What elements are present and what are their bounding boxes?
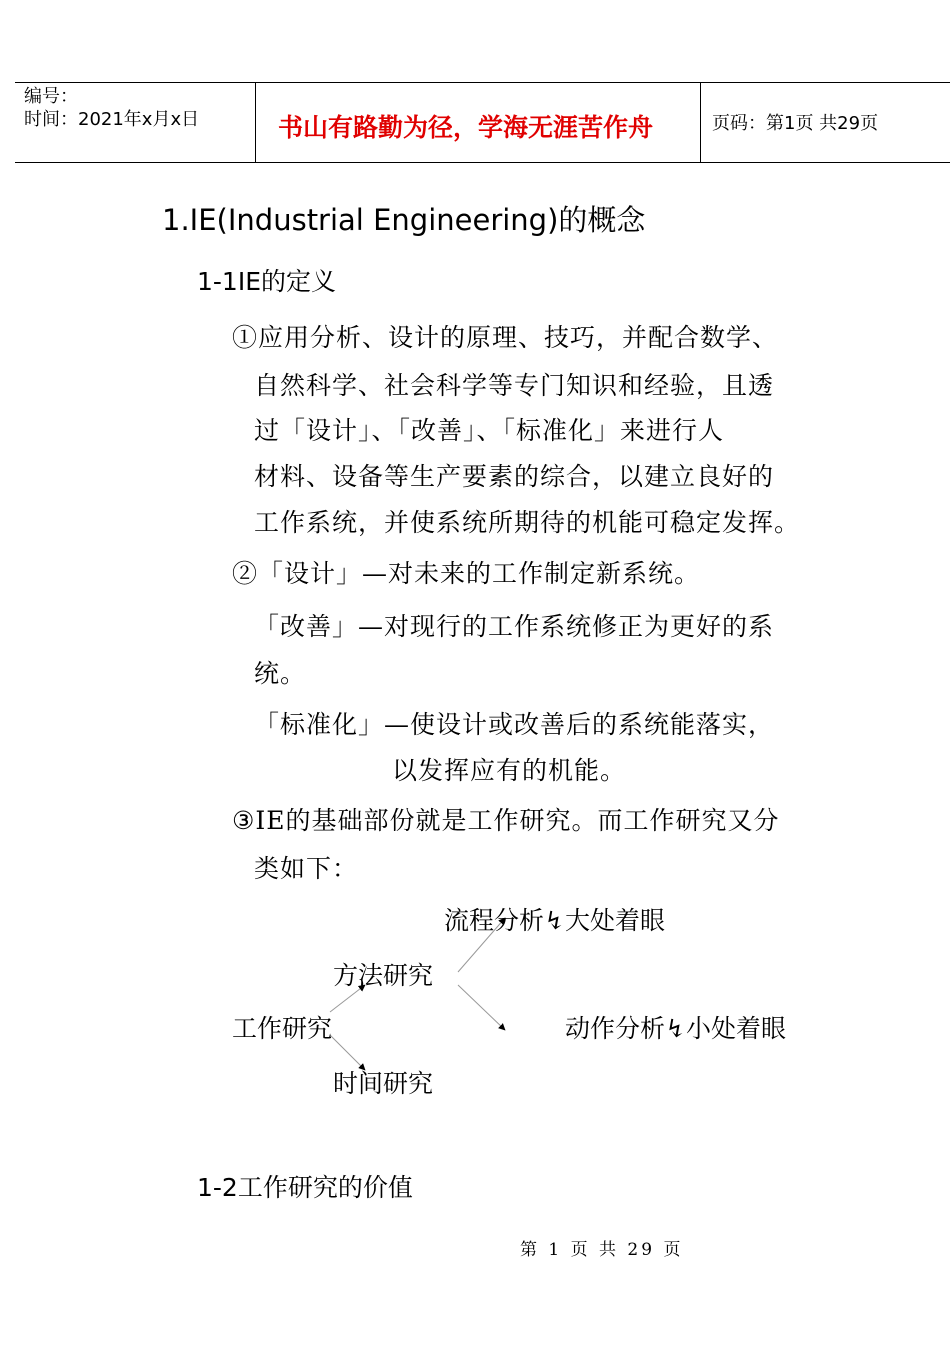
- diagram-motion-analysis: [565, 1009, 786, 1045]
- doc-number-label: 编号：: [24, 86, 78, 107]
- paragraph-1-line-3: 过「设计」、「改善」、「标准化」来进行人: [254, 416, 725, 445]
- paragraph-4-line-2: 以发挥应有的机能。: [392, 756, 627, 785]
- paragraph-3-line-1: 「改善」—对现行的工作系统修正为更好的系: [254, 612, 775, 641]
- right-pointing-icon: ↯: [665, 1014, 686, 1043]
- paragraph-4-line-1: 「标准化」—使设计或改善后的系统能落实，: [254, 710, 775, 739]
- header-page-label: 页码：第1页 共29页: [712, 113, 879, 134]
- motion-analysis-note: 小处着眼: [685, 1014, 786, 1043]
- arrow-method-to-motion: [458, 985, 505, 1030]
- paragraph-2: ②「设计」—对未来的工作制定新系统。: [232, 559, 701, 588]
- page-footer: 第 1 页 共 29 页: [520, 1240, 684, 1260]
- paragraph-5-line-2: 类如下：: [254, 854, 359, 883]
- diagram-work-study: 工作研究: [232, 1014, 333, 1043]
- section-title: 1.IE(Industrial Engineering)的概念: [162, 203, 646, 237]
- paragraph-1-line-1: ①应用分析、设计的原理、技巧，并配合数学、: [232, 323, 779, 352]
- subsection-title-2: 1-2工作研究的价值: [197, 1173, 413, 1202]
- doc-date-label: 时间：2021年x月x日: [24, 109, 200, 130]
- right-pointing-icon: ↯: [544, 906, 565, 935]
- paragraph-3-line-2: 统。: [254, 659, 307, 688]
- diagram-method-study: 方法研究: [333, 961, 434, 990]
- paragraph-5-line-1: ③IE的基础部份就是工作研究。而工作研究又分: [232, 806, 780, 835]
- paragraph-1-line-5: 工作系统，并使系统所期待的机能可稳定发挥。: [254, 508, 801, 537]
- flow-analysis-note: 大处着眼: [564, 906, 665, 935]
- header-motto: 书山有路勤为径，学海无涯苦作舟: [278, 113, 654, 142]
- paragraph-1-line-4: 材料、设备等生产要素的综合，以建立良好的: [254, 462, 775, 491]
- paragraph-1-line-2: 自然科学、社会科学等专门知识和经验，且透: [254, 371, 775, 400]
- diagram-time-study: 时间研究: [333, 1069, 434, 1098]
- subsection-title-1: 1-1IE的定义: [197, 267, 337, 296]
- motion-analysis-label: 动作分析: [565, 1014, 666, 1043]
- diagram-flow-analysis: [444, 901, 665, 937]
- flow-analysis-label: 流程分析: [444, 906, 545, 935]
